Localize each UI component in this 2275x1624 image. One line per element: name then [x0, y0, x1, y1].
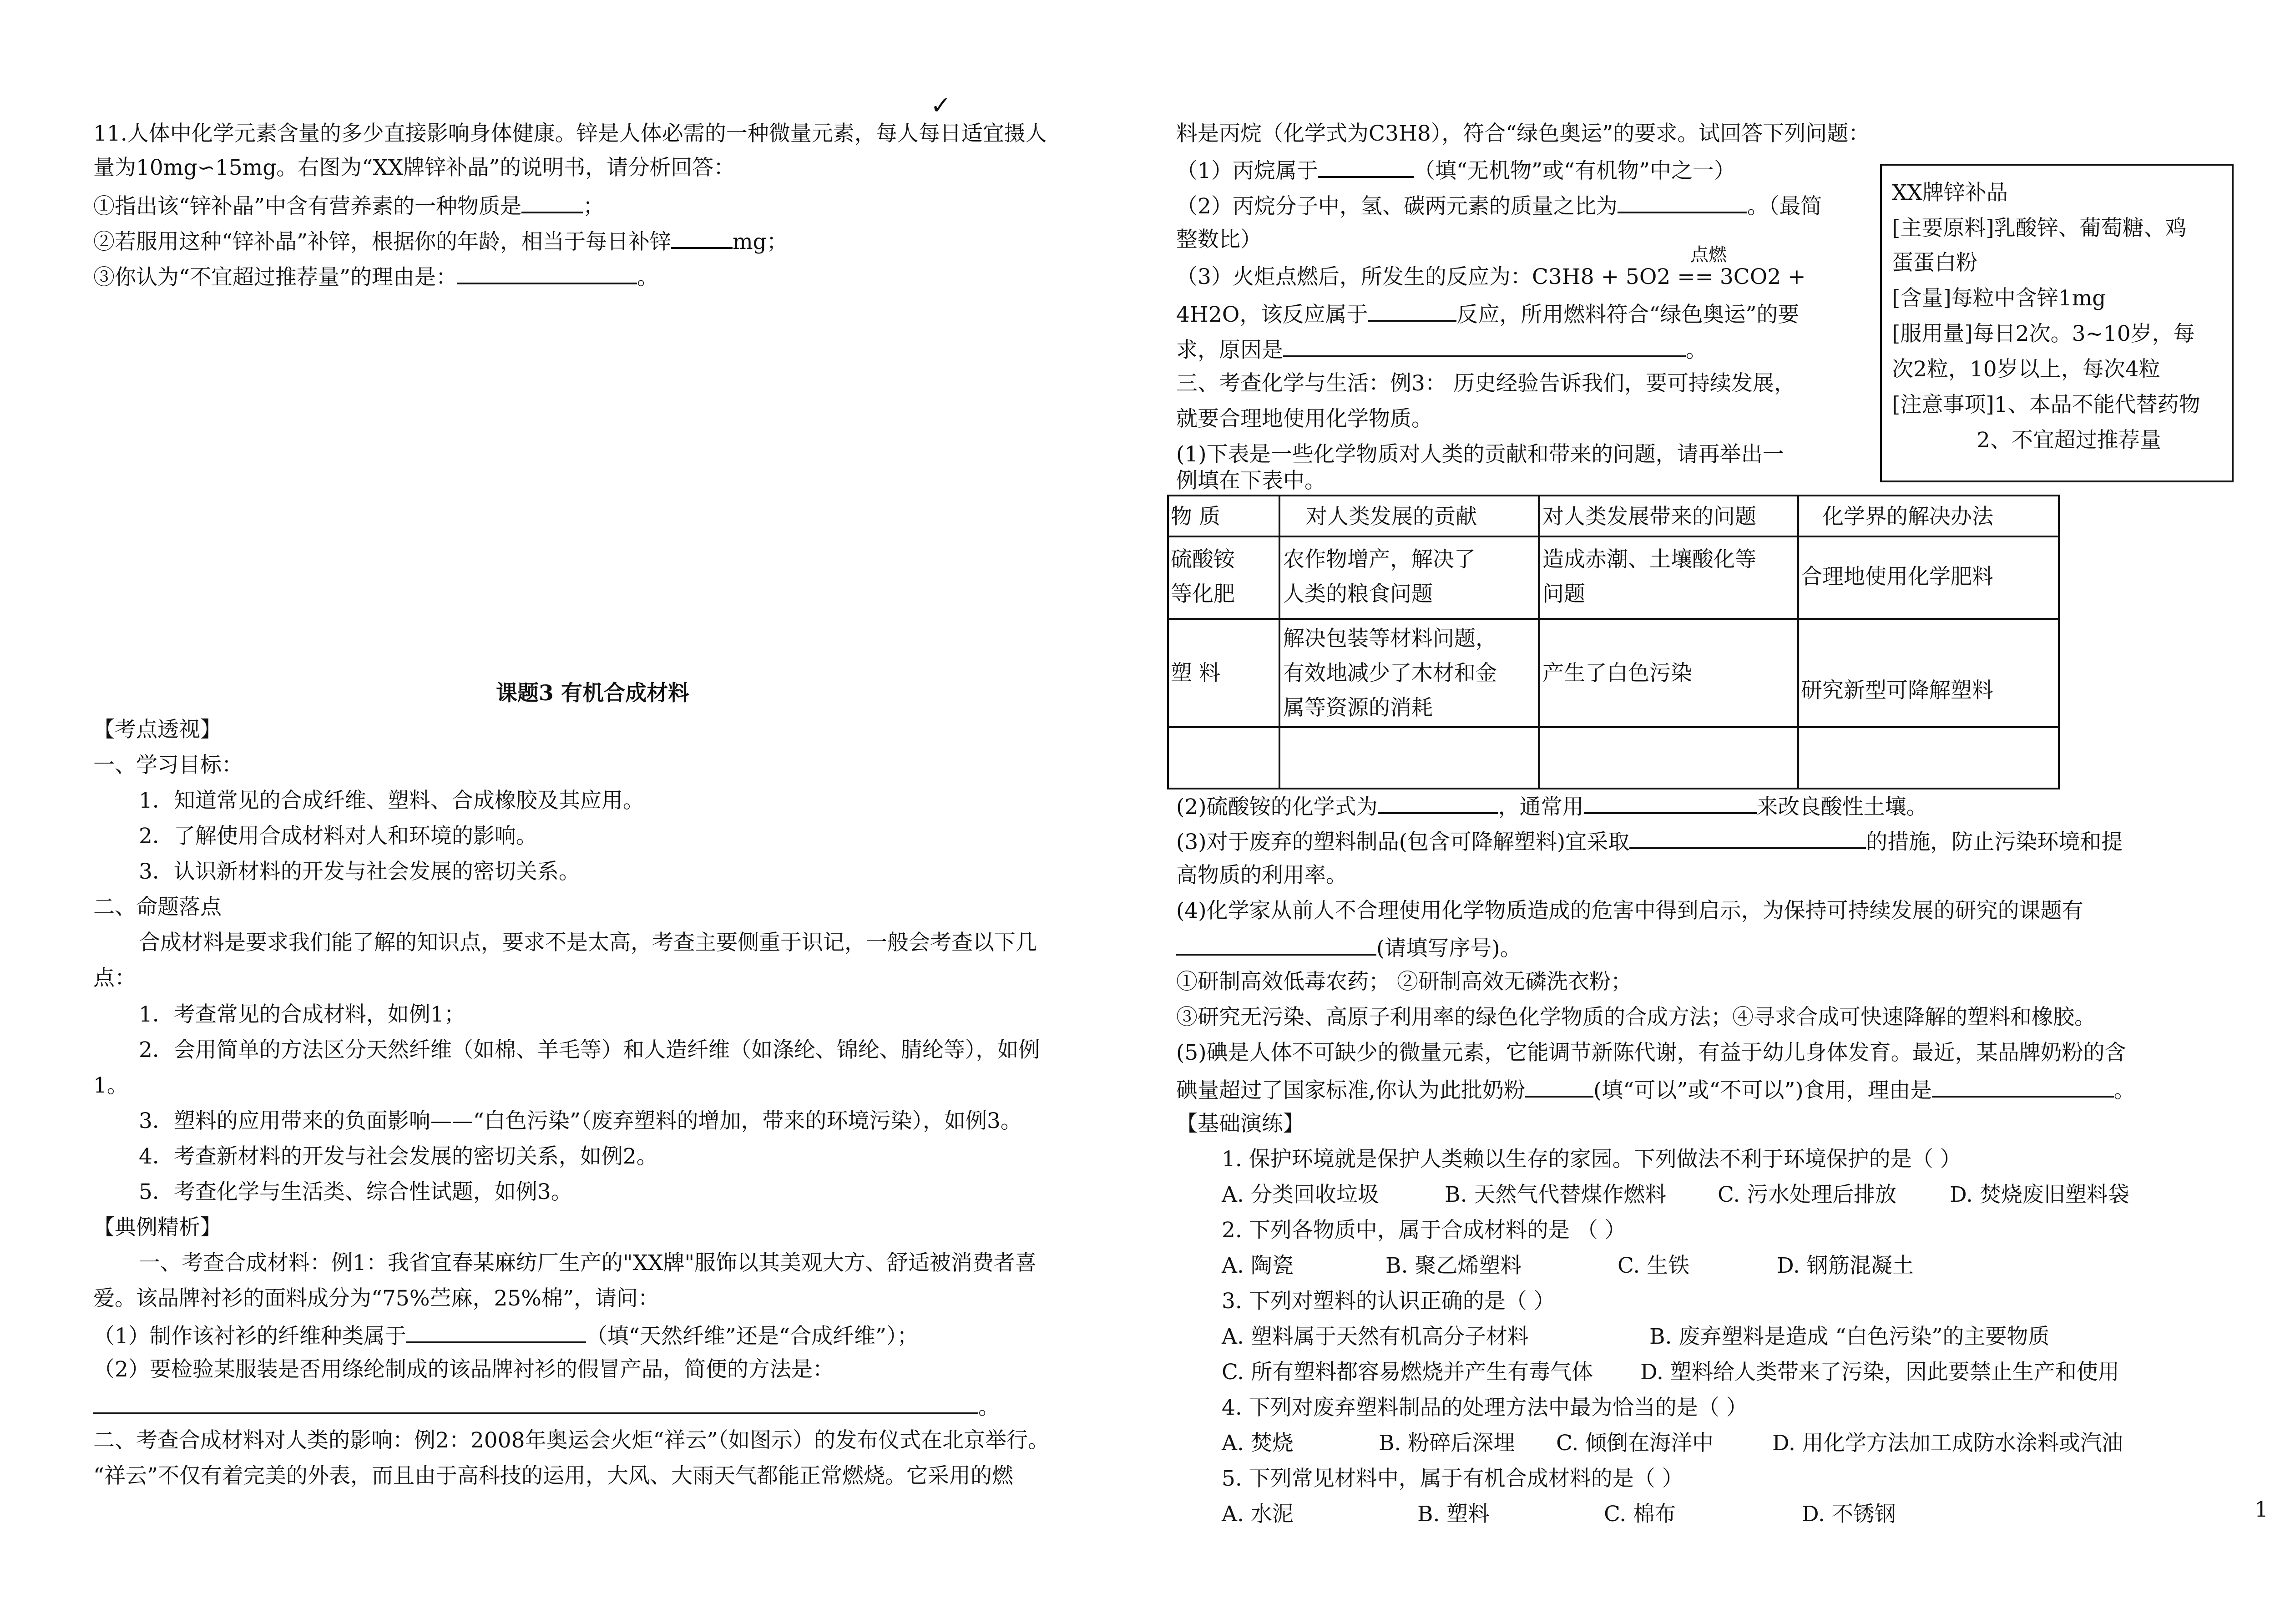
table-rule	[1167, 536, 2060, 537]
example-1-line-2: 爱。该品牌衬衫的面料成分为“75%苎麻，25%棉”，请问：	[93, 1286, 659, 1311]
q2-option-c[interactable]: C. 生铁	[1618, 1253, 1690, 1278]
question-5: 5. 下列常见材料中，属于有机合成材料的是（ ）	[1222, 1466, 1684, 1491]
question-4: 4. 下列对废弃塑料制品的处理方法中最为恰当的是（ ）	[1222, 1395, 1748, 1420]
q11-item-3: ③你认为“不宜超过推荐量”的理由是： 。	[93, 265, 659, 290]
table-cell: 造成赤潮、土壤酸化等	[1542, 547, 1756, 572]
point-3: 3．塑料的应用带来的负面影响——“白色污染”（废弃塑料的增加，带来的环境污染），如例3。	[139, 1108, 1022, 1133]
table-header-cell: 化学界的解决办法	[1822, 504, 1993, 529]
q4-option-d[interactable]: D. 用化学方法加工成防水涂料或汽油	[1772, 1431, 2123, 1456]
table-cell: 研究新型可降解塑料	[1801, 678, 1993, 703]
propane-q3-line-3: 求，原因是 。	[1176, 338, 1707, 363]
example-3-q1-line-1: (1)下表是一些化学物质对人类的贡献和带来的问题，请再举出一	[1176, 442, 1784, 467]
table-cell: 塑 料	[1171, 661, 1220, 686]
example-1-answer-line: 。	[93, 1394, 1000, 1418]
q3-option-a[interactable]: A. 塑料属于天然有机高分子材料	[1222, 1324, 1529, 1349]
propane-q2: （2）丙烷分子中，氢、碳两元素的质量之比为 。（最简	[1176, 194, 1822, 219]
q1-option-a[interactable]: A. 分类回收垃圾	[1222, 1182, 1379, 1207]
propane-q3-line-2: 4H2O，该反应属于 反应，所用燃料符合“绿色奥运”的要	[1176, 302, 1800, 327]
product-box-line: [服用量]每日2次。3~10岁，每	[1892, 321, 2195, 346]
kaodian-heading: 【考点透视】	[93, 717, 222, 742]
table-cell: 农作物增产，解决了	[1283, 547, 1476, 572]
question-1: 1. 保护环境就是保护人类赖以生存的家园。下列做法不利于环境保护的是（ ）	[1222, 1147, 1962, 1172]
example-3-line-1: 三、考查化学与生活：例3： 历史经验告诉我们，要可持续发展，	[1176, 371, 1795, 396]
q3-option-c[interactable]: C. 所有塑料都容易燃烧并产生有毒气体	[1222, 1360, 1593, 1385]
q1-option-c[interactable]: C. 污水处理后排放	[1718, 1182, 1897, 1207]
propane-q3: （3）火炬点燃后，所发生的反应为：C3H8 + 5O2 == 3CO2 +	[1176, 264, 1806, 289]
example-1-line-1: 一、考查合成材料：例1：我省宜春某麻纺厂生产的"XX牌"服饰以其美观大方、舒适被消费者喜	[139, 1250, 1037, 1275]
answer-blank[interactable]	[1283, 337, 1686, 357]
table-header-cell: 对人类发展的贡献	[1306, 504, 1477, 529]
q-research-topic-cont: (请填写序号)。	[1176, 936, 1522, 959]
answer-blank[interactable]	[93, 1394, 978, 1414]
table-header-cell: 对人类发展带来的问题	[1542, 504, 1756, 529]
table-cell: 有效地减少了木材和金	[1283, 661, 1497, 686]
table-header-cell: 物 质	[1171, 504, 1220, 529]
answer-blank[interactable]	[1584, 794, 1757, 814]
product-box-line: [含量]每粒中含锌1mg	[1892, 286, 2106, 311]
table-rule	[1167, 495, 1169, 789]
product-box-line: XX牌锌补品	[1892, 180, 2008, 205]
checkmark: ✓	[930, 91, 951, 120]
product-box-line: [主要原料]乳酸锌、葡萄糖、鸡	[1892, 216, 2187, 241]
table-rule	[1538, 495, 1540, 789]
q2-option-a[interactable]: A. 陶瓷	[1222, 1253, 1294, 1278]
answer-blank[interactable]	[406, 1323, 586, 1343]
q3-option-b[interactable]: B. 废弃塑料是造成 “白色污染”的主要物质	[1649, 1324, 2050, 1349]
jichu-heading: 【基础演练】	[1176, 1111, 1304, 1136]
answer-blank[interactable]	[1629, 829, 1866, 849]
product-box-line: 2、不宜超过推荐量	[1977, 428, 2161, 453]
table-cell: 合理地使用化学肥料	[1801, 564, 1993, 589]
q2-option-b[interactable]: B. 聚乙烯塑料	[1385, 1253, 1522, 1278]
point-2-cont: 1。	[93, 1073, 128, 1098]
q11-item-2: ②若服用这种“锌补晶”补锌，根据你的年龄，相当于每日补锌 mg；	[93, 229, 788, 254]
point-4: 4．考查新材料的开发与社会发展的密切关系，如例2。	[139, 1144, 658, 1169]
goal-3: 3．认识新材料的开发与社会发展的密切关系。	[139, 859, 580, 884]
q2-option-d[interactable]: D. 钢筋混凝土	[1777, 1253, 1914, 1278]
q-plastic-waste: (3)对于废弃的塑料制品(包含可降解塑料)宜采取 的措施，防止污染环境和提	[1176, 830, 2123, 855]
answer-blank[interactable]	[671, 229, 733, 249]
product-box-line: 蛋蛋白粉	[1892, 250, 1977, 275]
q5-option-a[interactable]: A. 水泥	[1222, 1502, 1294, 1527]
example-1-q2: （2）要检验某服装是否用绦纶制成的该品牌衬衫的假冒产品，简便的方法是：	[93, 1357, 834, 1382]
q11-line-2: 量为10mg∽15mg。右图为“XX牌锌补晶”的说明书，请分析回答：	[93, 155, 735, 180]
answer-blank[interactable]	[1378, 794, 1498, 814]
table-rule	[1167, 495, 2060, 496]
propane-q2-cont: 整数比）	[1176, 227, 1262, 252]
answer-blank[interactable]	[1368, 302, 1456, 322]
q-ammonium-formula: (2)硫酸铵的化学式为 ，通常用 来改良酸性土壤。	[1176, 794, 1928, 820]
table-cell: 产生了白色污染	[1542, 661, 1692, 686]
example-1-q1: （1）制作该衬衫的纤维种类属于 （填“天然纤维”还是“合成纤维”）；	[93, 1324, 919, 1349]
table-rule	[2058, 495, 2060, 789]
page-number: 1	[2255, 1497, 2268, 1522]
product-info-box	[1880, 164, 2234, 482]
q-research-topic: (4)化学家从前人不合理使用化学物质造成的危害中得到启示，为保持可持续发展的研究的课题有	[1176, 898, 2083, 923]
q-iodine-cont: 碘量超过了国家标准,你认为此批奶粉 (填“可以”或“不可以”)食用，理由是 。	[1176, 1078, 2135, 1103]
q11-item-1: ①指出该“锌补晶”中含有营养素的一种物质是 ；	[93, 194, 605, 219]
section-1-title: 一、学习目标：	[93, 753, 243, 778]
product-box-line: 次2粒，10岁以上，每次4粒	[1892, 357, 2160, 382]
table-cell: 问题	[1542, 582, 1585, 607]
q4-option-b[interactable]: B. 粉碎后深埋	[1379, 1431, 1515, 1456]
table-cell: 解决包装等材料问题，	[1283, 626, 1497, 651]
table-rule	[1797, 495, 1799, 789]
intro-line-2: 点：	[93, 966, 136, 991]
goal-1: 1．知道常见的合成纤维、塑料、合成橡胶及其应用。	[139, 788, 644, 813]
table-rule	[1167, 618, 2060, 620]
lesson-title: 课题3 有机合成材料	[496, 681, 690, 706]
table-rule	[1167, 788, 2060, 789]
table-cell: 属等资源的消耗	[1283, 695, 1433, 720]
dianli-heading: 【典例精析】	[93, 1215, 222, 1240]
product-box-line: [注意事项]1、本品不能代替药物	[1892, 392, 2200, 417]
q5-option-c[interactable]: C. 棉布	[1604, 1502, 1676, 1527]
example-2-line-2: “祥云”不仅有着完美的外表，而且由于高科技的运用，大风、大雨天气都能正常燃烧。它采用的燃	[93, 1463, 1014, 1488]
example-3-q1-line-2: 例填在下表中。	[1176, 468, 1326, 493]
point-2: 2．会用简单的方法区分天然纤维（如棉、羊毛等）和人造纤维（如涤纶、锦纶、腈纶等），如例	[139, 1037, 1040, 1062]
answer-blank[interactable]	[1932, 1078, 2114, 1098]
answer-blank[interactable]	[1318, 158, 1414, 178]
q3-option-d[interactable]: D. 塑料给人类带来了污染，因此要禁止生产和使用	[1640, 1360, 2119, 1385]
answer-blank[interactable]	[457, 264, 637, 284]
q-iodine: (5)碘是人体不可缺少的微量元素，它能调节新陈代谢，有益于幼儿身体发育。最近，某品牌奶粉的含	[1176, 1040, 2126, 1065]
answer-blank[interactable]	[521, 193, 583, 213]
chemicals-table	[1167, 495, 2060, 789]
propane-q1: （1）丙烷属于 （填“无机物”或“有机物”中之一）	[1176, 158, 1736, 183]
q11-line-1: 11.人体中化学元素含量的多少直接影响身体健康。锌是人体必需的一种微量元素，每人每日适宜摄人	[93, 121, 1047, 146]
table-cell: 等化肥	[1171, 582, 1235, 607]
reaction-condition: 点燃	[1690, 244, 1727, 265]
propane-intro: 料是丙烷（化学式为C3H8），符合“绿色奥运”的要求。试回答下列问题：	[1176, 121, 1870, 146]
q-plastic-waste-cont: 高物质的利用率。	[1176, 863, 1347, 888]
table-rule	[1279, 495, 1280, 789]
intro-line-1: 合成材料是要求我们能了解的知识点，要求不是太高，考查主要侧重于识记，一般会考查以下几	[139, 930, 1037, 955]
table-cell: 人类的粮食问题	[1283, 582, 1433, 607]
q5-option-b[interactable]: B. 塑料	[1417, 1502, 1490, 1527]
q1-option-d[interactable]: D. 焚烧废旧塑料袋	[1950, 1182, 2129, 1207]
q1-option-b[interactable]: B. 天然气代替煤作燃料	[1445, 1182, 1667, 1207]
section-2-title: 二、命题落点	[93, 895, 222, 920]
question-3: 3. 下列对塑料的认识正确的是（ ）	[1222, 1289, 1555, 1314]
answer-blank[interactable]	[1618, 193, 1747, 213]
q5-option-d[interactable]: D. 不锈钢	[1802, 1502, 1896, 1527]
q4-option-a[interactable]: A. 焚烧	[1222, 1431, 1294, 1456]
point-1: 1．考查常见的合成材料，如例1；	[139, 1002, 465, 1027]
table-cell: 硫酸铵	[1171, 547, 1235, 572]
example-2-line-1: 二、考查合成材料对人类的影响：例2：2008年奥运会火炬“祥云”（如图示）的发布仪式在北京举行。	[93, 1428, 1050, 1453]
question-2: 2. 下列各物质中，属于合成材料的是 （ ）	[1222, 1218, 1626, 1243]
q4-option-c[interactable]: C. 倾倒在海洋中	[1556, 1431, 1714, 1456]
point-5: 5．考查化学与生活类、综合性试题，如例3。	[139, 1179, 572, 1204]
goal-2: 2．了解使用合成材料对人和环境的影响。	[139, 824, 537, 849]
table-rule	[1167, 726, 2060, 728]
research-options-2: ③研究无污染、高原子利用率的绿色化学物质的合成方法；④寻求合成可快速降解的塑料和橡胶。	[1176, 1005, 2096, 1030]
answer-blank[interactable]	[1525, 1078, 1593, 1098]
example-3-line-2: 就要合理地使用化学物质。	[1176, 406, 1433, 431]
answer-blank[interactable]	[1176, 936, 1376, 956]
research-options-1: ①研制高效低毒农药； ②研制高效无磷洗衣粉；	[1176, 969, 1632, 994]
